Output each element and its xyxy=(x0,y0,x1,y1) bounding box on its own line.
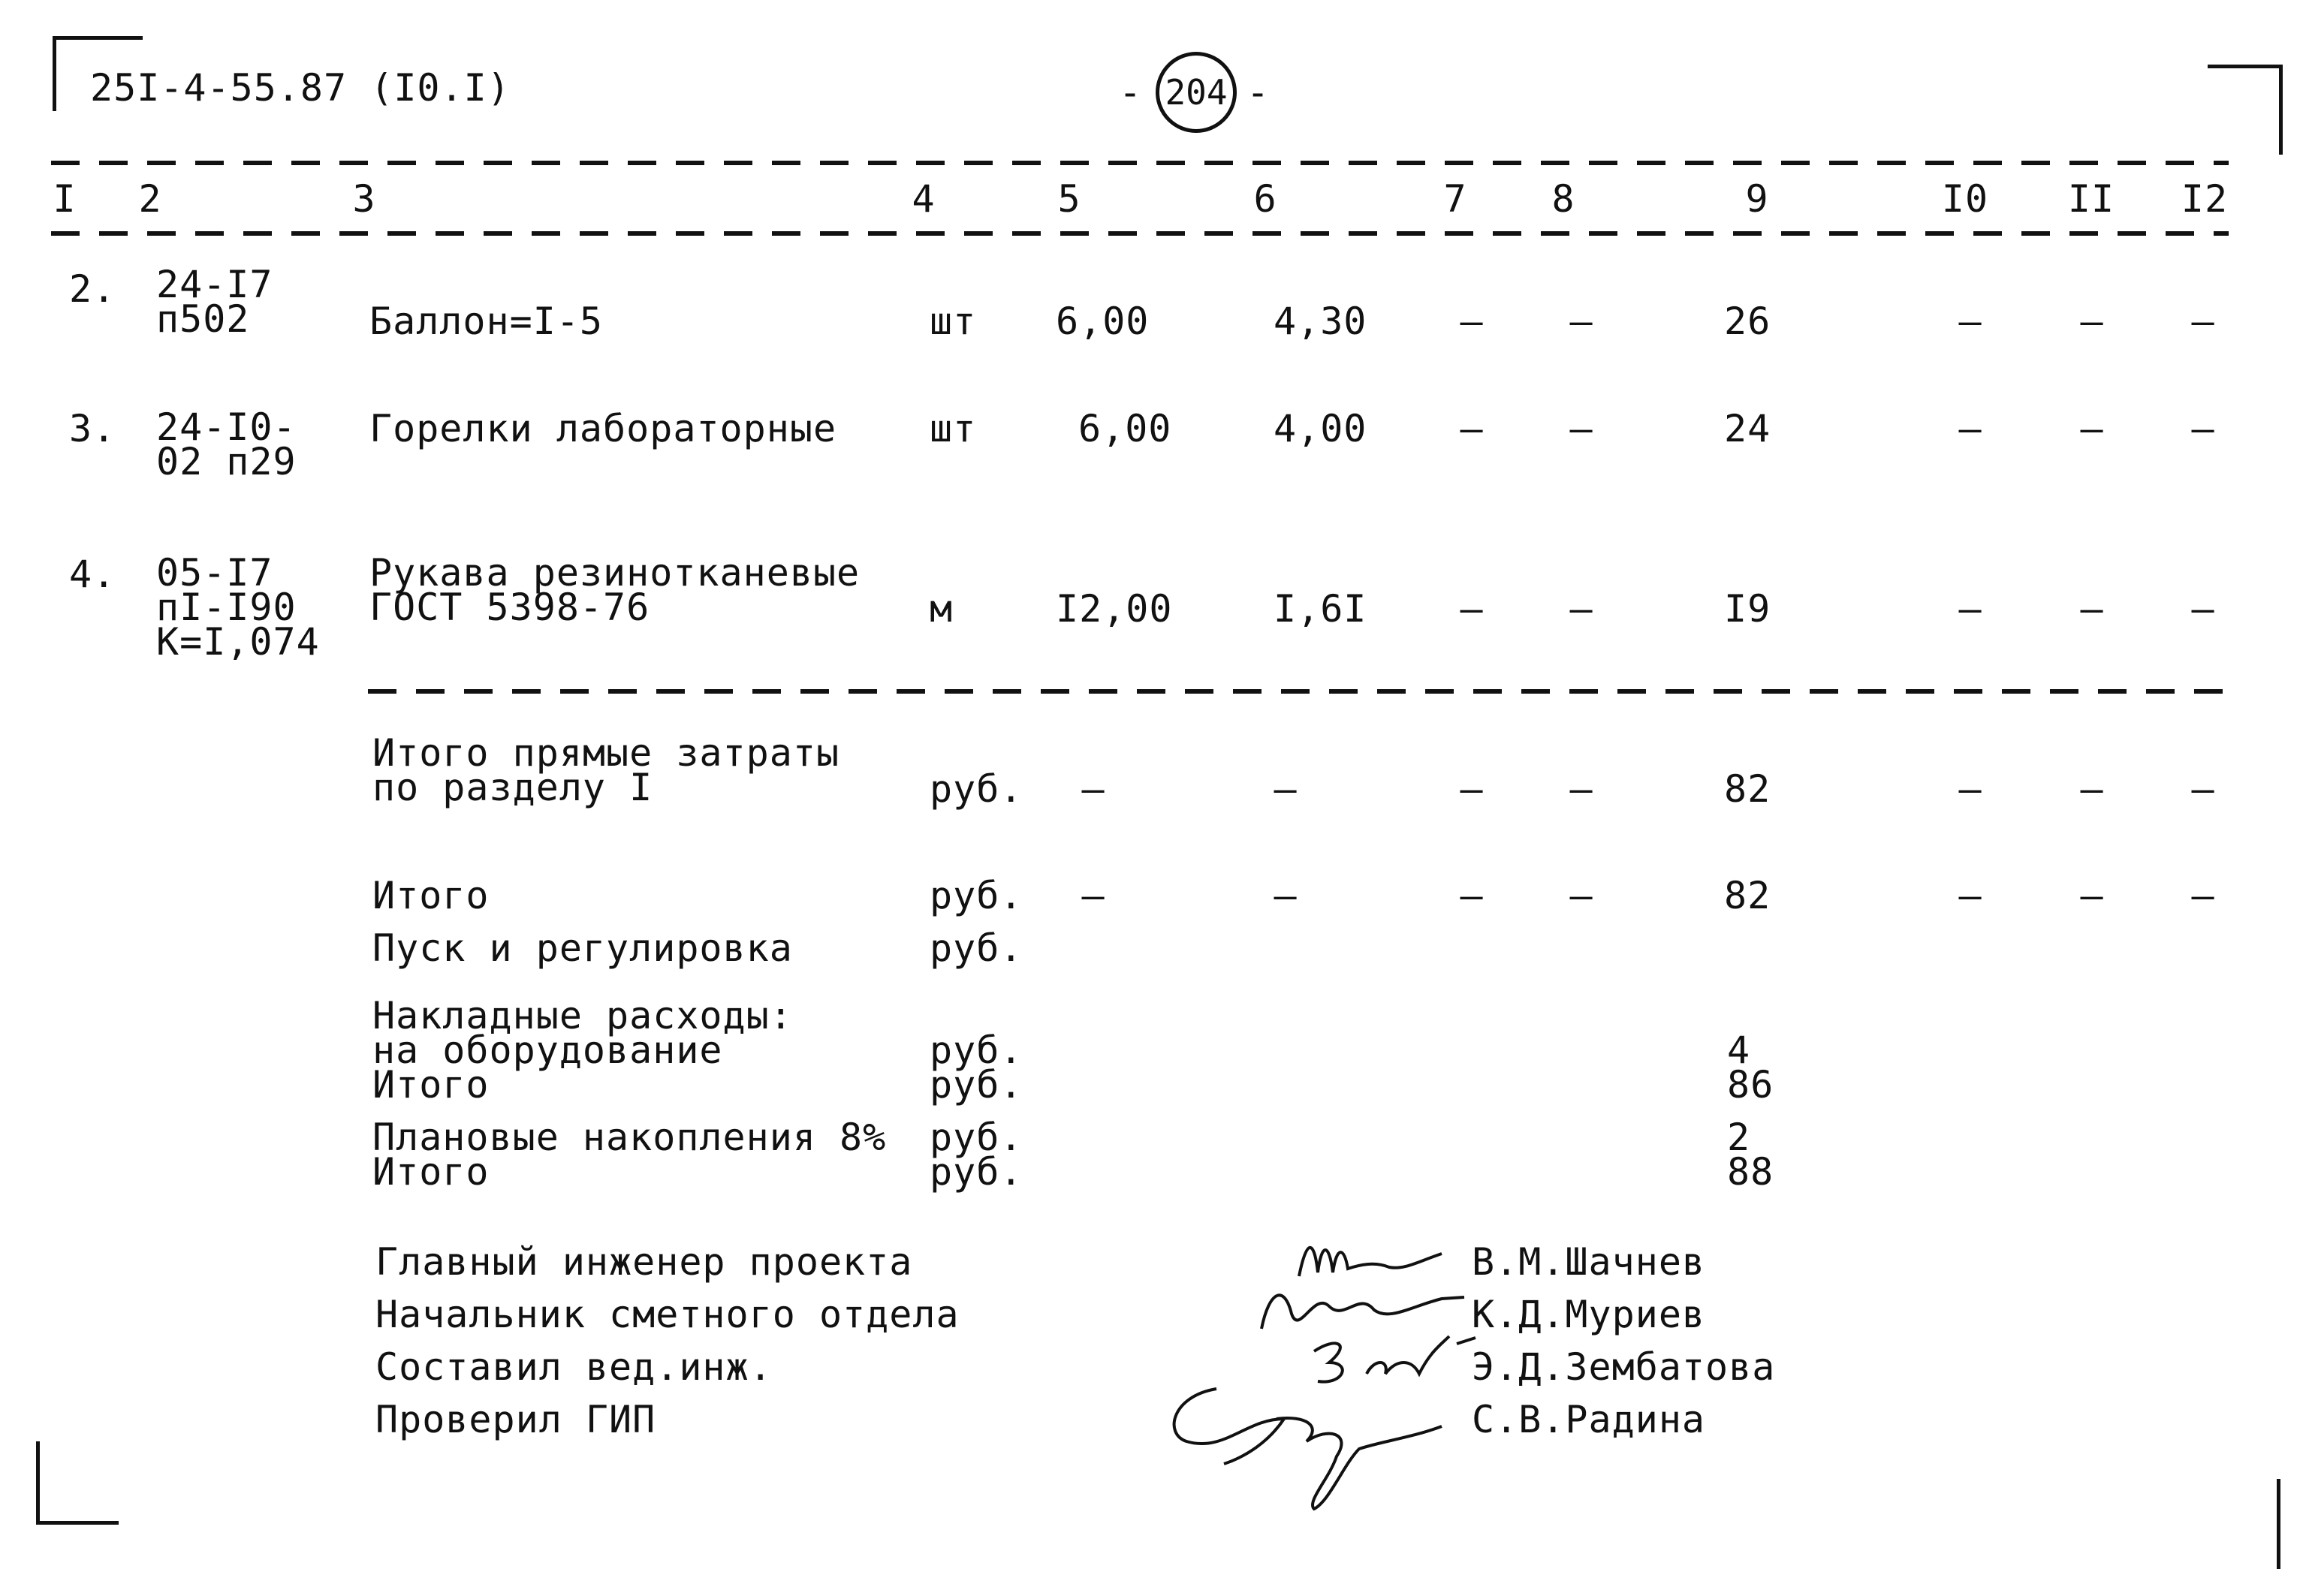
row-col10: – xyxy=(1958,300,1982,343)
row-col9: 24 xyxy=(1724,407,1771,450)
row-number: 2. xyxy=(69,267,116,311)
totals-unit: руб. xyxy=(930,767,1023,811)
totals-separator xyxy=(368,689,2230,694)
page-number-dash-right: - xyxy=(1246,71,1271,114)
signature-name: Э.Д.Зембатова xyxy=(1472,1345,1776,1389)
column-header-1: I xyxy=(53,177,77,221)
column-header-8: 8 xyxy=(1551,177,1575,221)
totals-label: Итого xyxy=(372,874,490,917)
totals-col7: – xyxy=(1460,767,1484,811)
document-code: 25I-4-55.87 (I0.I) xyxy=(90,66,511,110)
totals-col11: – xyxy=(2080,874,2104,917)
header-rule-top xyxy=(51,161,2229,165)
row-col5: I2,00 xyxy=(1056,587,1173,631)
row-col9: 26 xyxy=(1724,300,1771,343)
corner-mark-bottom-right-v xyxy=(2277,1479,2280,1569)
row-col12: – xyxy=(2191,300,2215,343)
totals-unit: руб. xyxy=(930,926,1023,970)
totals-label: Накладные расходы: на оборудование Итого xyxy=(372,994,793,1107)
row-number: 3. xyxy=(69,407,116,450)
totals-col8: – xyxy=(1569,767,1593,811)
totals-col8: – xyxy=(1569,874,1593,917)
row-col8: – xyxy=(1569,407,1593,450)
totals-col5: – xyxy=(1081,874,1105,917)
corner-mark-bottom-left-h xyxy=(36,1521,119,1525)
totals-col9: 82 xyxy=(1724,874,1771,917)
column-header-12: I2 xyxy=(2181,177,2229,221)
page-number: 204 xyxy=(1156,52,1237,133)
row-col5: 6,00 xyxy=(1078,407,1172,450)
column-header-4: 4 xyxy=(912,177,936,221)
row-code: 24-I7 п502 xyxy=(156,263,273,341)
totals-col11: – xyxy=(2080,767,2104,811)
row-col9: I9 xyxy=(1724,587,1771,631)
row-col10: – xyxy=(1958,407,1982,450)
totals-col5: – xyxy=(1081,767,1105,811)
handwritten-signature-4 xyxy=(1156,1374,1472,1516)
row-col6: I,6I xyxy=(1274,587,1367,631)
totals-col12: – xyxy=(2191,874,2215,917)
totals-col9: 82 xyxy=(1724,767,1771,811)
totals-label: Итого прямые затраты по разделу I xyxy=(372,731,840,809)
totals-col7: – xyxy=(1460,874,1484,917)
row-code: 05-I7 пI-I90 К=I,074 xyxy=(156,551,320,664)
row-col12: – xyxy=(2191,587,2215,631)
totals-unit: руб. руб. xyxy=(930,1116,1023,1194)
signature-name: В.М.Шачнев xyxy=(1472,1240,1706,1284)
row-col10: – xyxy=(1958,587,1982,631)
column-header-6: 6 xyxy=(1253,177,1277,221)
row-unit: шт xyxy=(930,407,977,450)
corner-mark-top-right-h xyxy=(2208,65,2283,68)
row-col11: – xyxy=(2080,300,2104,343)
totals-unit: руб. руб. xyxy=(930,1028,1023,1107)
corner-mark-top-left-h xyxy=(53,36,143,40)
row-name: Рукава резинотканевые ГОСТ 5398-76 xyxy=(369,551,861,629)
page-number-dash-left: - xyxy=(1119,71,1143,114)
signature-role: Проверил ГИП xyxy=(375,1398,656,1441)
row-name: Горелки лабораторные xyxy=(369,407,837,450)
column-header-9: 9 xyxy=(1745,177,1769,221)
column-header-5: 5 xyxy=(1057,177,1081,221)
totals-col9: 2 88 xyxy=(1727,1116,1774,1194)
totals-col10: – xyxy=(1958,874,1982,917)
totals-col10: – xyxy=(1958,767,1982,811)
row-col6: 4,30 xyxy=(1274,300,1367,343)
row-col7: – xyxy=(1460,587,1484,631)
totals-label: Пуск и регулировка xyxy=(372,926,793,970)
header-rule-bottom xyxy=(51,231,2229,236)
column-header-3: 3 xyxy=(352,177,376,221)
totals-col6: – xyxy=(1274,874,1298,917)
column-header-10: I0 xyxy=(1941,177,1989,221)
row-col5: 6,00 xyxy=(1056,300,1150,343)
row-col11: – xyxy=(2080,587,2104,631)
signature-name: К.Д.Муриев xyxy=(1472,1293,1706,1336)
row-col11: – xyxy=(2080,407,2104,450)
row-col7: – xyxy=(1460,407,1484,450)
row-col8: – xyxy=(1569,587,1593,631)
corner-mark-bottom-left-v xyxy=(36,1441,40,1524)
row-name: Баллон=I-5 xyxy=(369,300,604,343)
signature-name: С.В.Радина xyxy=(1472,1398,1706,1441)
signature-role: Составил вед.инж. xyxy=(375,1345,773,1389)
column-header-11: II xyxy=(2067,177,2115,221)
totals-col6: – xyxy=(1274,767,1298,811)
corner-mark-top-right-v xyxy=(2279,65,2283,155)
row-col12: – xyxy=(2191,407,2215,450)
row-col7: – xyxy=(1460,300,1484,343)
totals-col12: – xyxy=(2191,767,2215,811)
column-header-7: 7 xyxy=(1443,177,1467,221)
corner-mark-top-left-v xyxy=(53,36,56,111)
column-header-2: 2 xyxy=(138,177,162,221)
row-code: 24-I0- 02 п29 xyxy=(156,405,297,483)
totals-label: Плановые накопления 8% Итого xyxy=(372,1116,887,1194)
row-number: 4. xyxy=(69,553,116,596)
signature-role: Начальник сметного отдела xyxy=(375,1293,960,1336)
row-col6: 4,00 xyxy=(1274,407,1367,450)
totals-col9: 4 86 xyxy=(1727,1028,1774,1107)
row-col8: – xyxy=(1569,300,1593,343)
signature-role: Главный инженер проекта xyxy=(375,1240,913,1284)
row-unit: шт xyxy=(930,300,977,343)
row-unit: м xyxy=(930,587,954,631)
totals-unit: руб. xyxy=(930,874,1023,917)
